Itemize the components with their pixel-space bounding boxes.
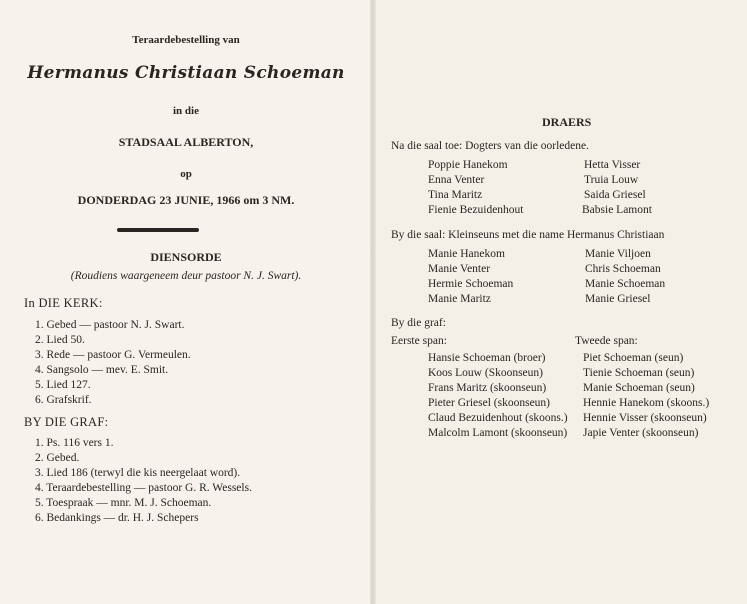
venue: STADSAAL ALBERTON, [118, 135, 254, 149]
graf-item: 4. Teraardebestelling — pastoor G. R. Wessels. [35, 482, 252, 494]
first-team-member: Pieter Griesel (skoonseun) [428, 397, 550, 409]
hall-intro: Na die saal toe: Dogters van die oorledene. [391, 140, 589, 152]
grandson-name: Manie Maritz [428, 293, 491, 305]
second-team-member: Hennie Hanekom (skoons.) [583, 397, 710, 409]
graf-item: 2. Gebed. [35, 452, 80, 464]
kerk-item: 3. Rede — pastoor G. Vermeulen. [35, 349, 191, 361]
grandson-name: Chris Schoeman [585, 263, 661, 275]
graf-heading: BY DIE GRAF: [24, 415, 109, 429]
deceased-name: Hermanus Christiaan Schoeman [27, 63, 345, 83]
daughter-name: Saida Griesel [584, 189, 646, 201]
right-page [376, 0, 747, 604]
order-title: DIENSORDE [150, 250, 222, 264]
second-team-label: Tweede span: [575, 335, 638, 347]
kerk-heading: In DIE KERK: [24, 296, 103, 310]
op-text: op [180, 168, 192, 180]
kerk-item: 1. Gebed — pastoor N. J. Swart. [35, 319, 185, 331]
daughter-name: Poppie Hanekom [428, 159, 508, 171]
graf-item: 3. Lied 186 (terwyl die kis neergelaat word). [35, 467, 241, 479]
in-die-text: in die [173, 105, 199, 117]
draers-heading: DRAERS [542, 115, 592, 129]
first-team-member: Malcolm Lamont (skoonseun) [428, 427, 568, 439]
second-team-member: Hennie Visser (skoonseun) [583, 412, 707, 424]
left-page [0, 0, 372, 604]
order-note: (Roudiens waargeneem deur pastoor N. J. Swart). [70, 270, 302, 282]
daughter-name: Truia Louw [584, 174, 639, 186]
grandson-name: Manie Hanekom [428, 248, 505, 260]
daughter-name: Hetta Visser [584, 159, 641, 171]
grave-intro: By die graf: [391, 317, 446, 329]
daughter-name: Babsie Lamont [582, 204, 652, 216]
kerk-item: 5. Lied 127. [35, 379, 91, 391]
kerk-item: 2. Lied 50. [35, 334, 85, 346]
first-team-member: Frans Maritz (skoonseun) [428, 382, 547, 394]
title-line: Teraardebestelling van [132, 34, 240, 46]
daughter-name: Enna Venter [428, 174, 485, 186]
first-team-label: Eerste span: [391, 335, 447, 347]
grandson-name: Manie Viljoen [585, 248, 651, 260]
first-team-member: Hansie Schoeman (broer) [428, 352, 546, 364]
second-team-member: Japie Venter (skoonseun) [583, 427, 699, 439]
graf-item: 1. Ps. 116 vers 1. [35, 437, 114, 449]
kerk-item: 6. Grafskrif. [35, 394, 92, 406]
graf-item: 6. Bedankings — dr. H. J. Schepers [35, 512, 199, 524]
daughter-name: Fienie Bezuidenhout [428, 204, 524, 216]
kerk-item: 4. Sangsolo — mev. E. Smit. [35, 364, 169, 376]
first-team-member: Koos Louw (Skoonseun) [428, 367, 543, 379]
daughter-name: Tina Maritz [428, 189, 483, 201]
grandson-name: Manie Schoeman [585, 278, 666, 290]
first-team-member: Claud Bezuidenhout (skoons.) [428, 412, 568, 424]
service-date: DONDERDAG 23 JUNIE, 1966 om 3 NM. [77, 193, 295, 207]
grandson-name: Manie Venter [428, 263, 491, 275]
second-team-member: Tienie Schoeman (seun) [583, 367, 695, 379]
divider-rule [117, 228, 199, 232]
grandson-name: Hermie Schoeman [428, 278, 514, 290]
grandsons-intro: By die saal: Kleinseuns met die name Hermanus Christiaan [391, 229, 665, 241]
grandson-name: Manie Griesel [585, 293, 651, 305]
graf-item: 5. Toespraak — mnr. M. J. Schoeman. [35, 497, 212, 509]
second-team-member: Piet Schoeman (seun) [583, 352, 684, 364]
second-team-member: Manie Schoeman (seun) [583, 382, 695, 394]
